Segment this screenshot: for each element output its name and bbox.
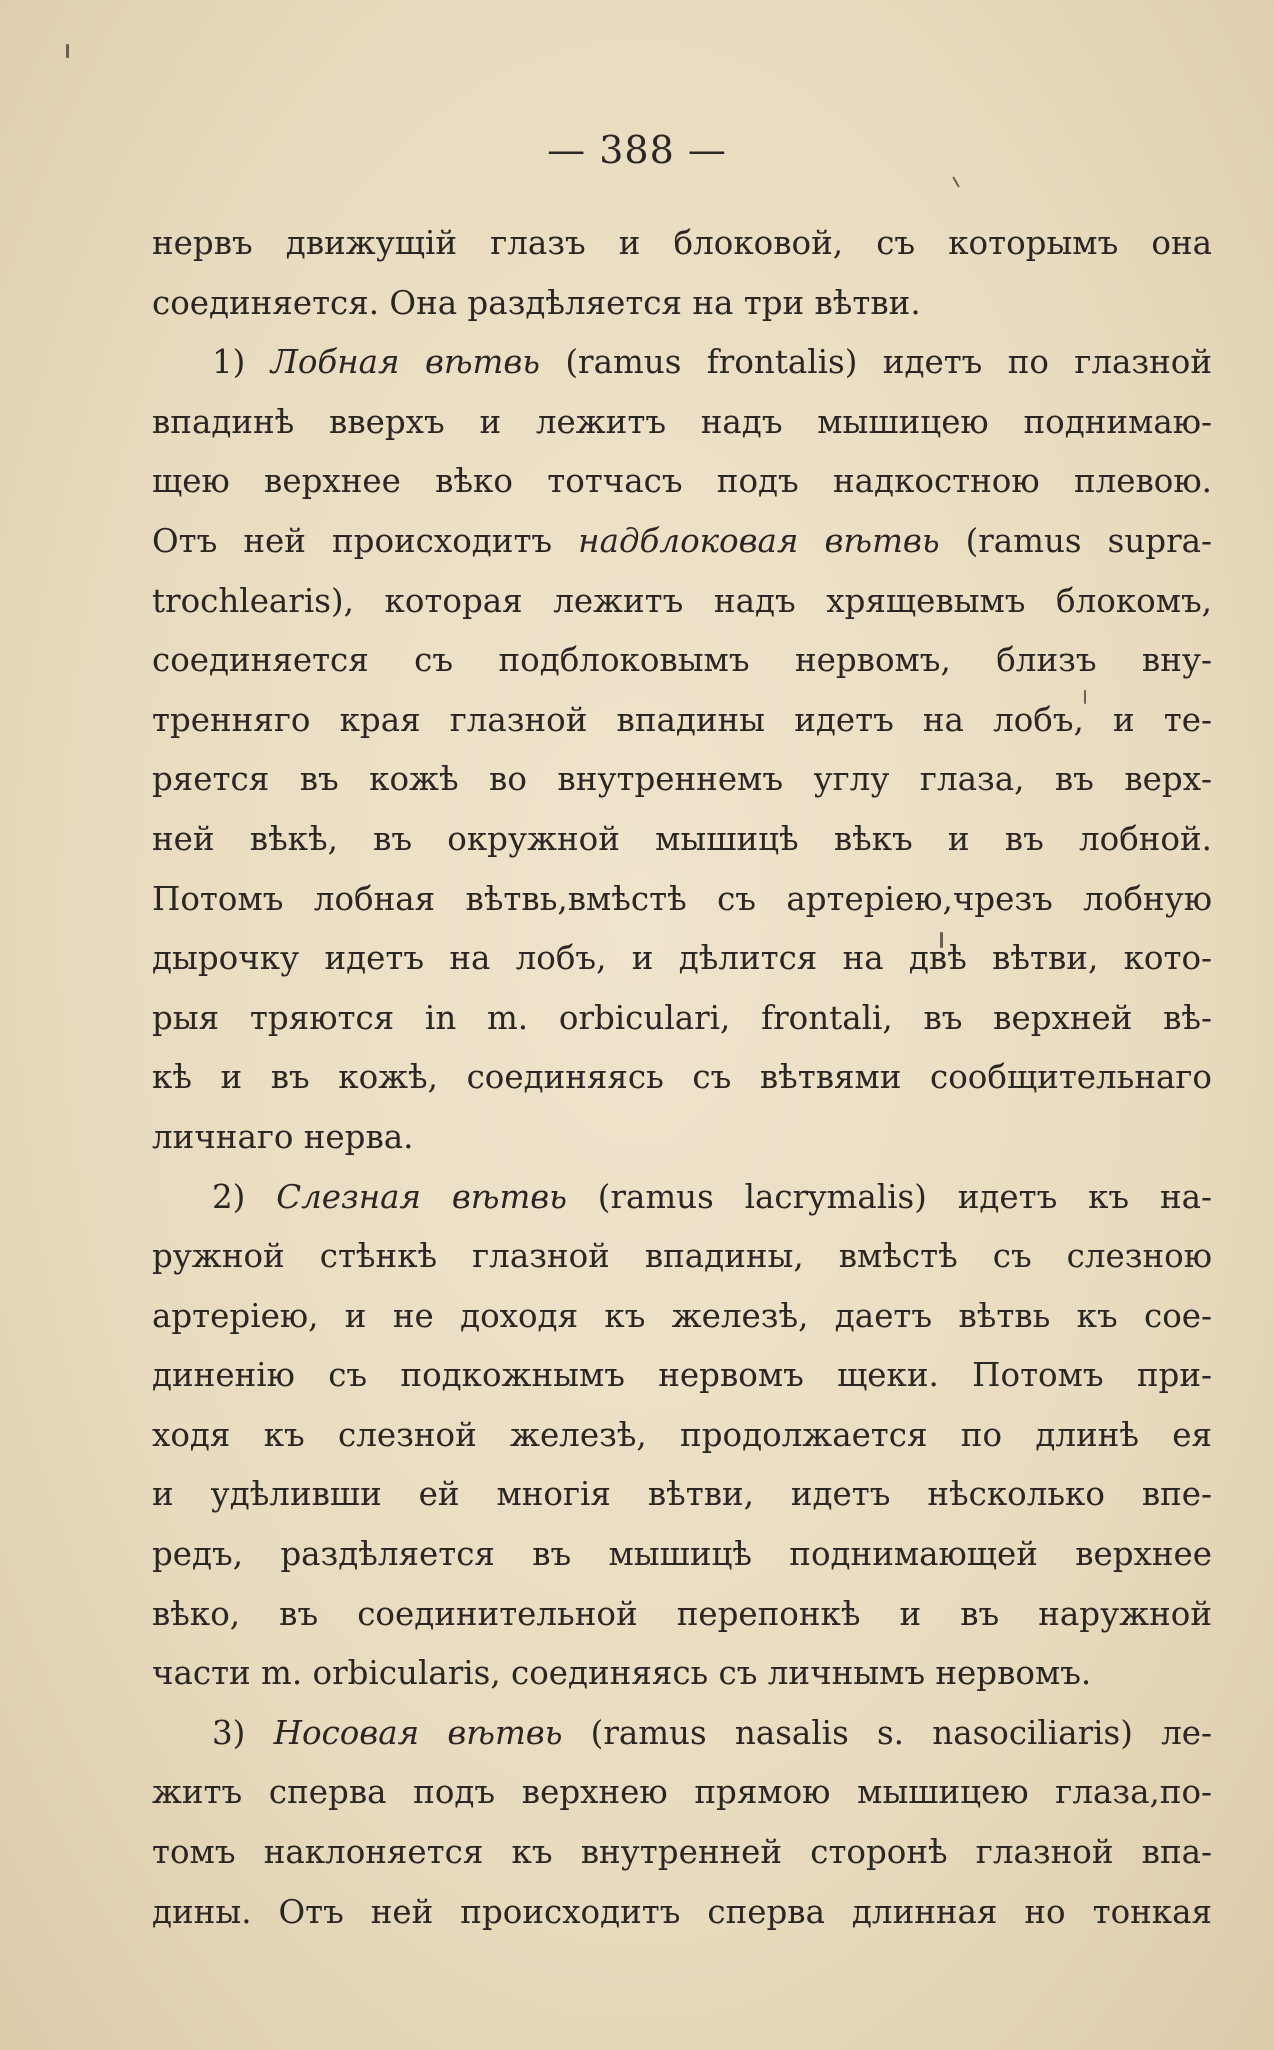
text-line [152,1108,1212,1168]
text-line [152,631,1212,691]
text-line [152,691,1212,751]
text-segment: соединяется. Она раздѣляется на три вѣтви. [152,283,921,322]
text-line [152,1168,1212,1228]
body-text [152,214,1212,1942]
text-segment: Потомъ лобная вѣтвь,вмѣстѣ съ артеріею,чрезъ лобную [152,879,1212,918]
italic-term: надблоковая вѣтвь [578,521,940,560]
text-segment: кѣ и въ кожѣ, соединяясь съ вѣтвями сообщительнаго [152,1058,1212,1097]
text-segment: части m. orbicularis, соединяясь съ личнымъ нервомъ. [152,1654,1092,1693]
italic-term: Слезная вѣтвь [276,1177,567,1216]
text-line [152,333,1212,393]
text-segment: ряется въ кожѣ во внутреннемъ углу глаза, въ верх- [152,760,1212,799]
text-segment: (ramus nasalis s. nasociliaris) ле- [562,1713,1212,1752]
text-line [152,870,1212,930]
text-segment: артеріею, и не доходя къ железѣ, даетъ вѣтвь къ сое- [152,1296,1212,1335]
text-line [152,1048,1212,1108]
text-line [152,214,1212,274]
text-segment: тренняго края глазной впадины идетъ на лобъ, и те- [152,700,1212,739]
text-segment: 1) [212,343,271,382]
text-line [152,1406,1212,1466]
text-segment: (ramus lacrymalis) идетъ къ на- [566,1177,1212,1216]
text-segment: щею верхнее вѣко тотчасъ подъ надкостною плевою. [152,462,1212,501]
text-segment: вѣко, въ соединительной перепонкѣ и въ наружной [152,1594,1212,1633]
text-segment: диненію съ подкожнымъ нервомъ щеки. Потомъ при- [152,1356,1212,1395]
ink-speck [952,176,960,187]
text-line [152,1227,1212,1287]
text-line [152,512,1212,572]
ink-speck [66,44,69,58]
text-segment: нервъ движущій глазъ и блоковой, съ которымъ она [152,224,1212,262]
text-segment: (ramus supra- [939,521,1212,560]
text-segment: trochlearis), которая лежитъ надъ хрящевымъ блокомъ, [152,581,1212,620]
text-line [152,572,1212,632]
text-segment: впадинѣ вверхъ и лежитъ надъ мышицею поднимаю- [152,402,1212,441]
text-line [152,1525,1212,1585]
text-line [152,274,1212,334]
text-line [152,1823,1212,1883]
text-line [152,1644,1212,1704]
text-segment: ходя къ слезной железѣ, продолжается по длинѣ ея [152,1415,1212,1454]
italic-term: Лобная вѣтвь [270,343,540,382]
text-segment: рыя тряются in m. orbiculari, frontali, въ верхней вѣ- [152,998,1212,1037]
text-line [152,1287,1212,1347]
text-line [152,1465,1212,1525]
text-segment: ружной стѣнкѣ глазной впадины, вмѣстѣ съ слезною [152,1237,1212,1276]
text-line [152,750,1212,810]
text-segment: Отъ ней происходитъ [152,521,579,560]
italic-term: Носовая вѣтвь [273,1713,563,1752]
text-line [152,1763,1212,1823]
text-segment: томъ наклоняется къ внутренней сторонѣ глазной впа- [152,1833,1212,1872]
text-segment: 3) [212,1713,274,1752]
text-segment: ней вѣкѣ, въ окружной мышицѣ вѣкъ и въ лобной. [152,819,1212,858]
text-line [152,989,1212,1049]
text-line [152,929,1212,989]
text-segment: и удѣливши ей многія вѣтви, идетъ нѣсколько впе- [152,1475,1212,1514]
text-line [152,1346,1212,1406]
page-number: — 388 — [547,128,727,172]
text-segment: житъ сперва подъ верхнею прямою мышицею глаза,по- [152,1773,1212,1812]
text-segment: соединяется съ подблоковымъ нервомъ, близъ вну- [152,641,1212,680]
text-segment: редъ, раздѣляется въ мышицѣ поднимающей верхнее [152,1535,1212,1574]
text-line [152,1704,1212,1764]
text-segment: 2) [212,1177,277,1216]
text-line [152,452,1212,512]
text-segment: дины. Отъ ней происходитъ сперва длинная но тонкая [152,1892,1212,1931]
text-line [152,1883,1212,1943]
text-segment: личнаго нерва. [152,1117,414,1156]
text-line [152,393,1212,453]
text-line [152,1585,1212,1645]
text-segment: (ramus frontalis) идетъ по глазной [539,343,1212,382]
text-segment: дырочку идетъ на лобъ, и дѣлится на двѣ вѣтви, кото- [152,939,1212,978]
text-line [152,810,1212,870]
